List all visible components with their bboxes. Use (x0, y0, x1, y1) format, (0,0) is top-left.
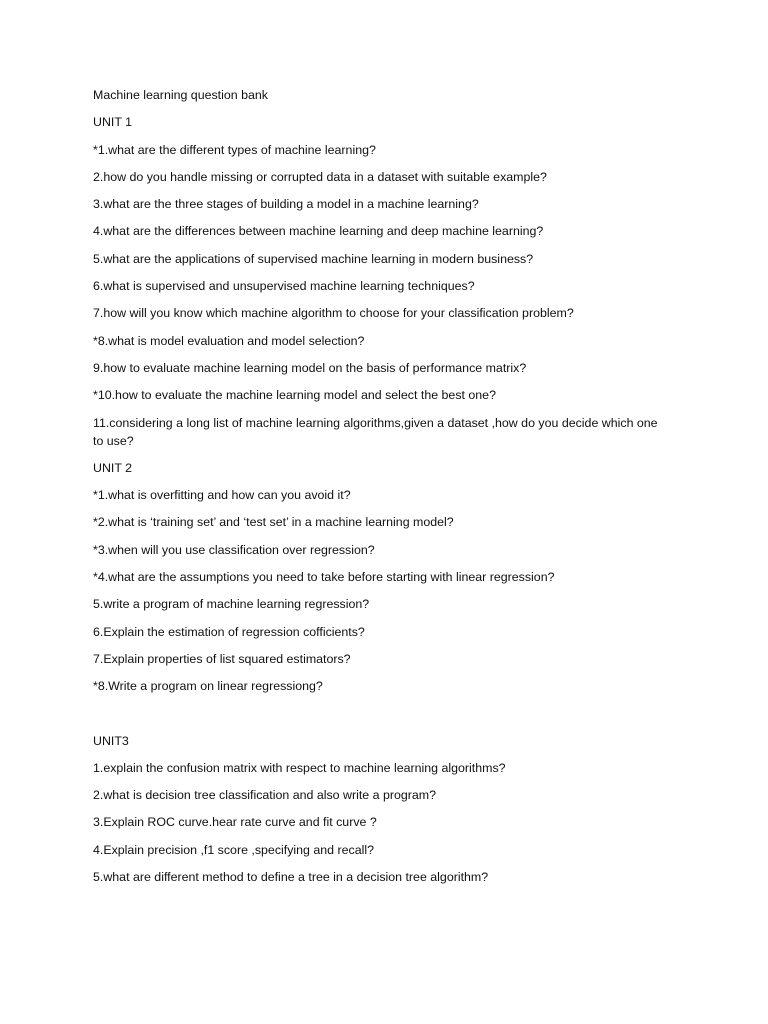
question-item: 7.how will you know which machine algorithm to choose for your classification problem? (93, 306, 574, 321)
question-item: 11.considering a long list of machine learning algorithms,given a dataset ,how do you decide which one to use? (93, 415, 658, 448)
question-item: *4.what are the assumptions you need to take before starting with linear regression? (93, 570, 555, 585)
blank-line (93, 705, 678, 732)
question-item: 4.what are the differences between machine learning and deep machine learning? (93, 224, 544, 239)
question-item: 4.Explain precision ,f1 score ,specifying and recall? (93, 842, 375, 857)
question-item: 1.explain the confusion matrix with respect to machine learning algorithms? (93, 760, 506, 775)
question-item: 7.Explain properties of list squared estimators? (93, 651, 351, 666)
question-item: 5.what are different method to define a tree in a decision tree algorithm? (93, 870, 489, 885)
unit-heading: UNIT 2 (93, 460, 133, 475)
question-item: *1.what are the different types of machine learning? (93, 142, 376, 157)
question-item: *2.what is ‘training set’ and ‘test set’ in a machine learning model? (93, 515, 454, 530)
question-item: 9.how to evaluate machine learning model on the basis of performance matrix? (93, 360, 527, 375)
question-item: *3.when will you use classification over regression? (93, 542, 375, 557)
question-item: *8.Write a program on linear regressiong? (93, 679, 323, 694)
question-item: 3.Explain ROC curve.hear rate curve and fit curve ? (93, 815, 377, 830)
question-item: 5.write a program of machine learning regression? (93, 597, 370, 612)
question-item: 5.what are the applications of supervised machine learning in modern business? (93, 251, 534, 266)
question-item: *10.how to evaluate the machine learning model and select the best one? (93, 388, 496, 403)
question-item: 2.what is decision tree classification and also write a program? (93, 788, 436, 803)
question-item: 3.what are the three stages of building a model in a machine learning? (93, 197, 479, 212)
unit-heading: UNIT3 (93, 733, 129, 748)
question-item: 2.how do you handle missing or corrupted data in a dataset with suitable example? (93, 169, 547, 184)
question-item: 6.what is supervised and unsupervised machine learning techniques? (93, 279, 475, 294)
document-title: Machine learning question bank (93, 88, 268, 102)
unit-heading: UNIT 1 (93, 115, 133, 130)
question-item: 6.Explain the estimation of regression cofficients? (93, 624, 365, 639)
question-item: *1.what is overfitting and how can you avoid it? (93, 488, 351, 503)
question-item: *8.what is model evaluation and model selection? (93, 333, 365, 348)
